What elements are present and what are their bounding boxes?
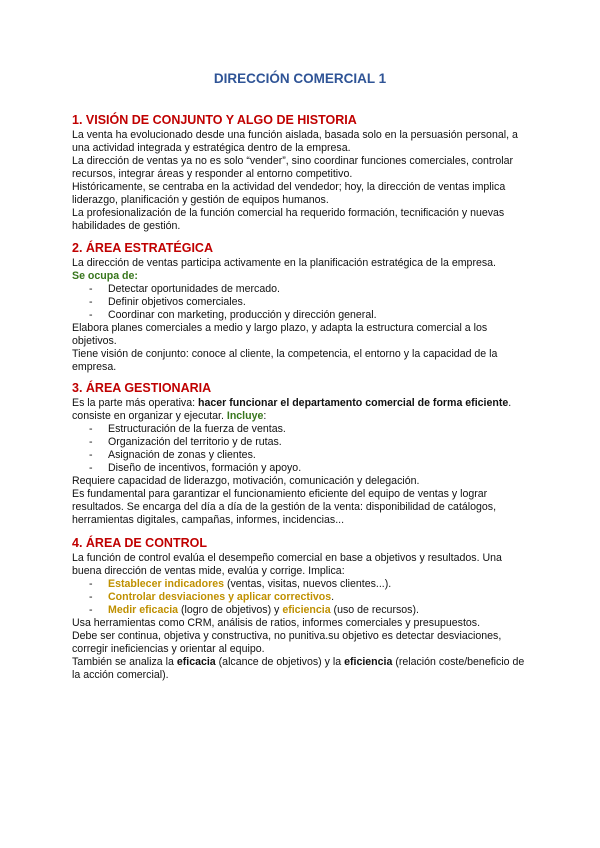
paragraph: Es fundamental para garantizar el funcionamiento eficiente del equipo de ventas y lograr resultados. Se encarga del día a día de la gestión de la venta: disponibilidad de catálogos, herramientas digitales, campañas, informes, incidencias...	[72, 488, 497, 526]
paragraph: Usa herramientas como CRM, análisis de ratios, informes comerciales y presupuestos.	[72, 617, 481, 629]
paragraph: Es la parte más operativa: hacer funcionar el departamento comercial de forma eficiente. consiste en organizar y ejecutar. Incluye:	[72, 397, 512, 422]
paragraph: También se analiza la eficacia (alcance de objetivos) y la eficiencia (relación coste/beneficio de la acción comercial).	[72, 656, 525, 681]
list-item: - Establecer indicadores (ventas, visitas, nuevos clientes...).	[89, 578, 392, 590]
section-heading: 1. VISIÓN DE CONJUNTO Y ALGO DE HISTORIA	[72, 113, 357, 127]
section-heading: 2. ÁREA ESTRATÉGICA	[72, 241, 213, 255]
section-vision	[72, 112, 532, 233]
list-item: - Organización del territorio y de rutas.	[89, 436, 282, 448]
paragraph: Requiere capacidad de liderazgo, motivación, comunicación y delegación.	[72, 475, 420, 487]
list-label: Se ocupa de:	[72, 270, 138, 282]
paragraph: Debe ser continua, objetiva y constructiva, no punitiva.su objetivo es detectar desviaciones, corregir ineficiencias y orientar al equipo.	[72, 630, 502, 655]
list-item: - Estructuración de la fuerza de ventas.	[89, 423, 286, 435]
paragraph: La profesionalización de la función comercial ha requerido formación, tecnificación y nuevas habilidades de gestión.	[72, 207, 505, 232]
section-heading: 4. ÁREA DE CONTROL	[72, 536, 207, 550]
paragraph: Históricamente, se centraba en la actividad del vendedor; hoy, la dirección de ventas implica liderazgo, planificación y gestión de equipos humanos.	[72, 181, 506, 206]
document-title: DIRECCIÓN COMERCIAL 1	[213, 71, 387, 86]
paragraph: Tiene visión de conjunto: conoce al cliente, la competencia, el entorno y la capacidad de la empresa.	[72, 348, 498, 373]
list-item: - Detectar oportunidades de mercado.	[89, 283, 280, 295]
paragraph: Elabora planes comerciales a medio y largo plazo, y adapta la estructura comercial a los objetivos.	[72, 322, 488, 347]
section-heading: 3. ÁREA GESTIONARIA	[72, 381, 212, 395]
section-control	[72, 535, 532, 682]
list-item: - Controlar desviaciones y aplicar correctivos.	[89, 591, 335, 603]
list-item: - Diseño de incentivos, formación y apoyo.	[89, 462, 302, 474]
list-item: - Medir eficacia (logro de objetivos) y eficiencia (uso de recursos).	[89, 604, 419, 616]
paragraph: La venta ha evolucionado desde una función aislada, basada solo en la persuasión personal, a una actividad integrada y estratégica dentro de la empresa.	[72, 129, 518, 154]
list-item: - Asignación de zonas y clientes.	[89, 449, 256, 461]
section-estrategica	[72, 240, 532, 374]
paragraph: La dirección de ventas participa activamente en la planificación estratégica de la empresa.	[72, 257, 496, 269]
paragraph: La función de control evalúa el desempeño comercial en base a objetivos y resultados. Una buena dirección de ventas mide, evalúa y corrige. Implica:	[72, 552, 502, 577]
list-item: - Coordinar con marketing, producción y dirección general.	[89, 309, 377, 321]
paragraph: La dirección de ventas ya no es solo “vender”, sino coordinar funciones comerciales, controlar recursos, integrar áreas y responder al entorno competitivo.	[72, 155, 514, 180]
list-item: - Definir objetivos comerciales.	[89, 296, 246, 308]
section-gestionaria	[72, 380, 532, 527]
